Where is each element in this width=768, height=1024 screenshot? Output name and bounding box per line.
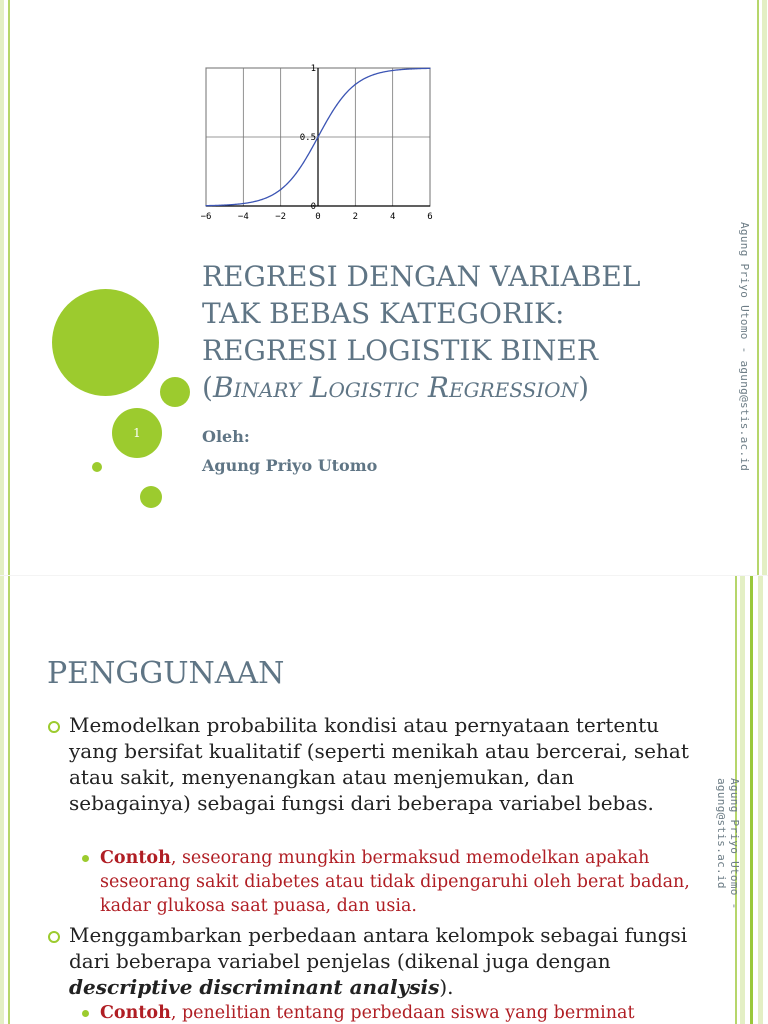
title-line-2: TAK BEBAS KATEGORIK: (202, 297, 565, 330)
y-tick-label: 0.5 (299, 133, 316, 143)
content-slide (0, 576, 768, 1024)
left-stripe-thin (8, 576, 10, 1024)
bullet-circle-icon (48, 721, 60, 733)
x-tick-label: −2 (275, 212, 287, 222)
logistic-curve-chart (196, 60, 436, 224)
sub-bullet-dot-icon (82, 1010, 89, 1017)
subtitle-open: ( (202, 371, 213, 404)
y-tick-label: 0 (310, 202, 316, 212)
left-stripe (0, 576, 4, 1024)
data-point (411, 68, 412, 69)
data-point (299, 168, 300, 169)
slide-title (202, 258, 702, 406)
deco-circle-large (52, 289, 159, 396)
data-point (280, 189, 281, 190)
data-point (205, 205, 206, 206)
data-point (373, 74, 374, 75)
right-stripe-pale (762, 0, 767, 576)
title-line-4 (202, 369, 702, 406)
data-point (261, 199, 262, 200)
bullet-2-text: Menggambarkan perbedaan antara kelompok sebagai fungsi dari beberapa variabel penjelas (dikenal juga dengan (69, 923, 688, 973)
right-stripe (757, 0, 759, 576)
data-point (355, 84, 356, 85)
author-name: Agung Priyo Utomo (202, 456, 378, 475)
example-label: Contoh (100, 848, 171, 868)
left-stripe-thin (8, 0, 10, 576)
footer-vertical-text: Agung Priyo Utomo - agung@stis.ac.id (738, 222, 751, 472)
data-point (392, 70, 393, 71)
sub-bullet-2 (100, 1001, 710, 1024)
slide-heading: PENGGUNAAN (47, 656, 285, 691)
data-point (243, 203, 244, 204)
bullet-2-end: ). (439, 975, 454, 999)
deco-circle-tiny (140, 486, 162, 508)
subtitle-close: ) (578, 371, 590, 404)
x-tick-label: 2 (352, 212, 359, 222)
example-label: Contoh (100, 1003, 171, 1023)
x-tick-label: −6 (200, 212, 212, 222)
bullet-1: Memodelkan probabilita kondisi atau pernyataan tertentu yang bersifat kualitatif (seperti menikah atau bercerai, sehat atau sakit, menyenangkan atau menjemukan, dan sebagainya) sebagai fungsi dari beberapa variabel bebas. (69, 713, 689, 815)
example-text: , penelitian tentang perbedaan siswa yang berminat (170, 1003, 635, 1023)
y-tick-label: 1 (310, 64, 316, 74)
x-tick-label: 6 (427, 212, 433, 222)
x-tick-label: 0 (315, 212, 321, 222)
data-point (336, 105, 337, 106)
right-stripe-pale-2 (758, 576, 763, 1024)
sub-bullet-1 (100, 846, 710, 918)
subtitle-text: Binary Logistic Regression (212, 371, 579, 404)
left-stripe (0, 0, 4, 576)
sub-bullet-dot-icon (82, 855, 89, 862)
data-point (429, 68, 430, 69)
footer-vertical-text: Agung Priyo Utomo - agung@stis.ac.id (715, 778, 741, 910)
x-tick-label: −4 (237, 212, 249, 222)
data-point (317, 136, 318, 137)
bullet-2 (69, 922, 699, 1000)
slide-number: 1 (133, 426, 141, 440)
bullet-circle-icon (48, 931, 60, 943)
data-point (224, 204, 225, 205)
byline-label: Oleh: (202, 427, 250, 446)
title-line-1: REGRESI DENGAN VARIABEL (202, 260, 641, 293)
title-line-3: REGRESI LOGISTIK BINER (202, 334, 598, 367)
right-stripe-dark (750, 576, 753, 1024)
deco-dot (92, 462, 102, 472)
x-tick-label: 4 (389, 212, 396, 222)
bullet-2-emphasis: descriptive discriminant analysis (69, 975, 440, 999)
example-text: , seseorang mungkin bermaksud memodelkan apakah seseorang sakit diabetes atau tidak dipengaruhi oleh berat badan, kadar glukosa saat puasa, dan usia. (100, 848, 690, 916)
deco-circle-small (160, 377, 190, 407)
